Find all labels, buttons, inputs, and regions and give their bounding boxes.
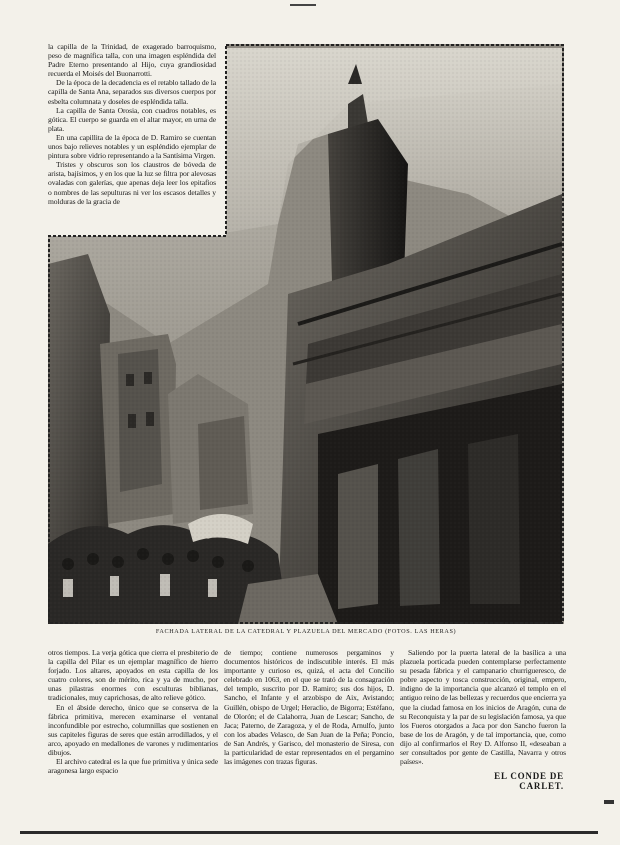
paragraph: otros tiempos. La verja gótica que cierra el presbiterio de la capilla del Pilar es un ejemplar magnífico de hierro forjado. Los altares, apoyados en esta capilla de los cuatro colores, son de mérito, rica y ya de mucho, por unas pilastras enormes con esculturas biblianas, tradicionales, muy caprichosas, de alto relieve gótico.	[48, 648, 218, 703]
article-column-1	[48, 648, 218, 824]
paragraph: En el ábside derecho, único que se conserva de la fábrica primitiva, merecen examinarse el ventanal inconfundible por estrecho, columnillas que sostienen en sus capiteles figuras de seres que están arrodillados, y el arco, apoyado en medallones de varones y rudimentarios dibujos.	[48, 702, 218, 758]
paragraph: El archivo catedral es la que fue primitiva y única sede aragonesa largo espacio	[48, 757, 218, 776]
corner-mark	[604, 800, 614, 804]
paragraph: En una capillita de la época de D. Ramiro se cuentan unos bajo relieves notables y un espléndido ejemplar de pintura sobre vidrio representando a la Santísima Virgen.	[48, 132, 216, 161]
paragraph: Saliendo por la puerta lateral de la basílica a una plazuela porticada pueden contemplarse perfectamente su pesada fábrica y el campanario churrigueresco, de pobre aspecto y tosca construcción, original, empero, indigno de la importancia que alcanzó el templo en el antiguo reino de las bellezas y recuerdos que encierra ya que la ciudad famosa en los inicios de Aragón, cuna de su Reconquista y la par de su legislación famosa, ya que los Fueros otorgados a Jaca por don Sancho fueron la base de los de Aragón, y de tal importancia, que, como dijo al confirmarlos el Rey D. Alfonso II, «deseaban a ser consultados por gente de Castilla, Navarra y otros países».	[400, 648, 566, 767]
article-column-top	[48, 42, 216, 234]
top-rule	[290, 4, 316, 6]
article-column-3	[400, 648, 566, 788]
photo-caption: FACHADA LATERAL DE LA CATEDRAL Y PLAZUELA DEL MERCADO (FOTOS. LAS HERAS)	[155, 628, 457, 635]
author-signature: EL CONDE DE CARLET.	[494, 771, 564, 791]
paragraph: Tristes y obscuros son los claustros de bóveda de arista, bajísimos, y en los que la luz se filtra por alevosas ovaladas con galerías, que apenas deja leer los epitafios o nombres de las sepulturas ni ver los escasos detalles y molduras de la gracia de	[48, 160, 216, 206]
paragraph: La capilla de Santa Orosia, con cuadros notables, es gótica. El cuerpo se guarda en el altar mayor, en urna de plata.	[48, 105, 216, 133]
paragraph: de tiempo; contiene numerosos pergaminos y documentos históricos de indiscutible interés. El más importante y curioso es, quizá, el acta del Concilio celebrado en 1063, en el que se trató de la consagración del templo, suscrito por D. Ramiro; sus dos hijos, D. Sancho, el Infante y el arzobispo de Aix, Avistando; Guillén, obispo de Urgel; Heraclio, de Bigorra; Estéfano, de Olorón; el de Calahorra, Juan de Lescar; Sancho, de Jaca; Paterno, de Zaragoza, y el de Roda, Arnulfo, junto con los abades Velasco, de San Juan de la Peña; Poncio, de San Andrés, y Garisco, del monasterio de Siresa, con la particularidad de estar representados en el pergamino las imágenes con trazas figuras.	[224, 648, 394, 767]
paragraph: la capilla de la Trinidad, de exagerado barroquismo, peso de magnífica talla, con una imagen espléndida del Padre Eterno presentando al Hijo, cuya grandiosidad recuerda el Moisés del Buonarrotti.	[48, 42, 216, 79]
article-column-2	[224, 648, 394, 824]
paragraph: De la época de la decadencia es el retablo tallado de la capilla de Santa Ana, separados sus diversos cuerpos por esbelta columnata y doseles de espléndida talla.	[48, 78, 216, 106]
bottom-rule	[20, 831, 598, 834]
